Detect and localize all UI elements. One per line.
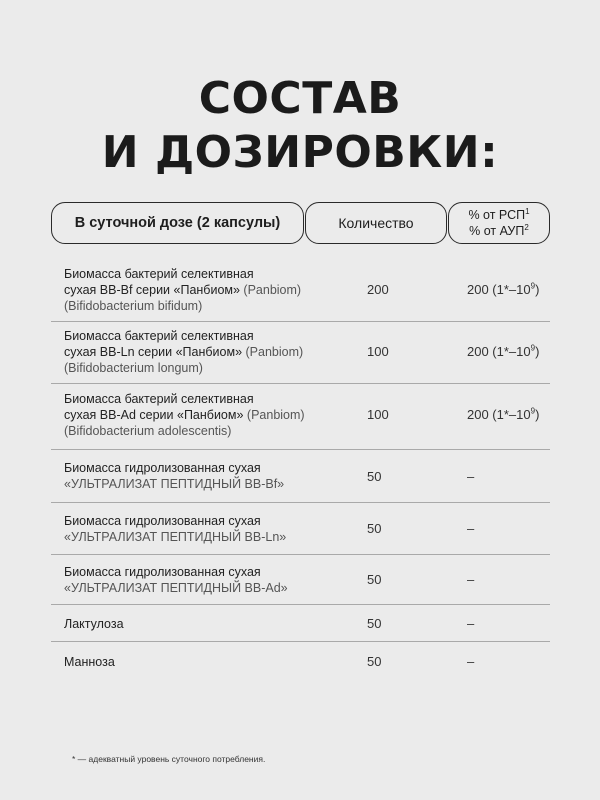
table-row (51, 605, 550, 642)
header-percent-aup: % от АУП$^2$ (469, 222, 529, 238)
ingredient-quantity: 100 (367, 407, 389, 422)
composition-table (51, 254, 550, 682)
ingredient-percent: 200 $(1*-10^9)$ (467, 281, 540, 297)
ingredient-name: Биомасса бактерий селективная сухая ВВ-Bf серии «Панбиом» (Panbiom) (Bifidobacterium bifidum) (64, 267, 302, 313)
header-quantity-label: Количество (338, 215, 414, 231)
ingredient-percent: – (467, 469, 475, 484)
table-row (51, 254, 550, 322)
title-line-1: СОСТАВ (198, 73, 402, 124)
table-row (51, 642, 550, 682)
table-row (51, 450, 550, 503)
header-quantity (305, 202, 447, 244)
header-daily-dose-label: В суточной дозе (2 капсулы) (74, 215, 281, 231)
ingredient-percent: – (467, 572, 475, 587)
ingredient-name: Биомасса гидролизованная сухая «УЛЬТРАЛИЗАТ ПЕПТИДНЫЙ ВВ-Bf» (64, 461, 285, 491)
page-title (0, 72, 600, 180)
table-row (51, 322, 550, 384)
ingredient-quantity: 50 (367, 654, 382, 669)
footnote: * — адекватный уровень суточного потребления. (72, 754, 266, 764)
header-percent-rsp: % от РСП$^1$ (468, 206, 530, 222)
ingredient-quantity: 50 (367, 521, 382, 536)
table-row (51, 555, 550, 605)
ingredient-quantity: 50 (367, 572, 382, 587)
ingredient-quantity: 50 (367, 616, 382, 631)
ingredient-name: Биомасса бактерий селективная сухая ВВ-Ad серии «Панбиом» (Panbiom) (Bifidobacterium adolescentis) (64, 392, 305, 438)
ingredient-percent: – (467, 521, 475, 536)
ingredient-name: Биомасса бактерий селективная сухая ВВ-Ln серии «Панбиом» (Panbiom) (Bifidobacterium longum) (64, 329, 304, 375)
ingredient-name: Биомасса гидролизованная сухая «УЛЬТРАЛИЗАТ ПЕПТИДНЫЙ ВВ-Ln» (64, 514, 287, 544)
ingredient-quantity: 100 (367, 344, 389, 359)
ingredient-percent: – (467, 654, 475, 669)
ingredient-percent: 200 $(1*-10^9)$ (467, 343, 540, 359)
ingredient-name: Лактулоза (64, 617, 124, 631)
table-row (51, 384, 550, 450)
ingredient-quantity: 200 (367, 282, 389, 297)
header-daily-dose (51, 202, 304, 244)
ingredient-percent: 200 $(1*-10^9)$ (467, 406, 540, 422)
title-line-2: И ДОЗИРОВКИ: (101, 127, 499, 178)
table-row (51, 503, 550, 555)
ingredient-name: Биомасса гидролизованная сухая «УЛЬТРАЛИЗАТ ПЕПТИДНЫЙ ВВ-Ad» (64, 565, 288, 595)
header-percent (448, 202, 550, 244)
ingredient-name: Манноза (64, 655, 115, 669)
ingredient-quantity: 50 (367, 469, 382, 484)
ingredient-percent: – (467, 616, 475, 631)
